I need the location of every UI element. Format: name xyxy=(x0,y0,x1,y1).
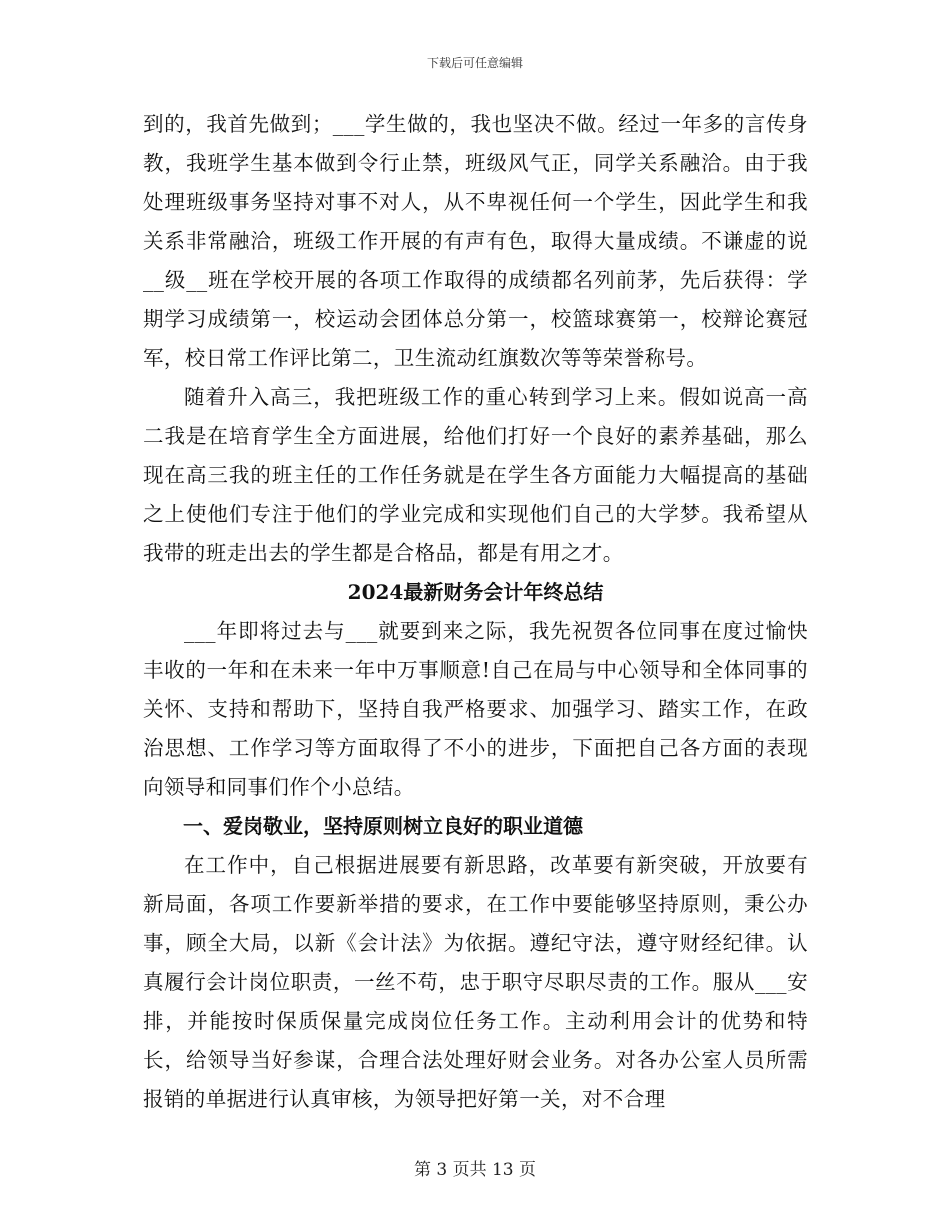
section-heading-professional-ethics: 一、爱岗敬业，坚持原则树立良好的职业道德 xyxy=(183,814,583,838)
page-header: 下载后可任意编辑 xyxy=(426,56,523,70)
page-number-footer: 第 3 页共 13 页 xyxy=(413,1160,537,1180)
paragraph-work-principles: 在工作中，自己根据进展要有新思路，改革要有新突破，开放要有新局面，各项工作要新举措的要求，在工作中要能够坚持原则，秉公办事，顾全大局，以新《会计法》为依据。遵纪守法，遵守财经纪律。认真履行会计岗位职责，一丝不苟，忠于职守尽职尽责的工作。服从___安排，并能按时保质保量完成岗位任务工作。主动利用会计的优势和特长，给领导当好参谋，合理合法处理好财会业务。对各办公室人员所需报销的单据进行认真审核，为领导把好第一关，对不合理 xyxy=(143,853,808,1111)
paragraph-year-end-intro: ___年即将过去与___就要到来之际，我先祝贺各位同事在度过愉快丰收的一年和在未来一年中万事顺意!自己在局与中心领导和全体同事的关怀、支持和帮助下，坚持自我严格要求、加强学习、踏实工作，在政治思想、工作学习等方面取得了不小的进步，下面把自己各方面的表现向领导和同事们作个小总结。 xyxy=(143,619,808,799)
article-title: 2024最新财务会计年终总结 xyxy=(347,580,604,604)
paragraph-senior-year-focus: 随着升入高三，我把班级工作的重心转到学习上来。假如说高一高二我是在培育学生全方面进展，给他们打好一个良好的素养基础，那么现在高三我的班主任的工作任务就是在学生各方面能力大幅提高的基础之上使他们专注于他们的学业完成和实现他们自己的大学梦。我希望从我带的班走出去的学生都是合格品，都是有用之才。 xyxy=(143,385,808,565)
document-body xyxy=(143,105,808,1119)
paragraph-class-achievements: 到的，我首先做到；___学生做的，我也坚决不做。经过一年多的言传身教，我班学生基本做到令行止禁，班级风气正，同学关系融洽。由于我处理班级事务坚持对事不对人，从不卑视任何一个学生，因此学生和我关系非常融洽，班级工作开展的有声有色，取得大量成绩。不谦虚的说__级__班在学校开展的各项工作取得的成绩都名列前茅，先后获得：学期学习成绩第一，校运动会团体总分第一，校篮球赛第一，校辩论赛冠军，校日常工作评比第二，卫生流动红旗数次等等荣誉称号。 xyxy=(143,112,808,370)
